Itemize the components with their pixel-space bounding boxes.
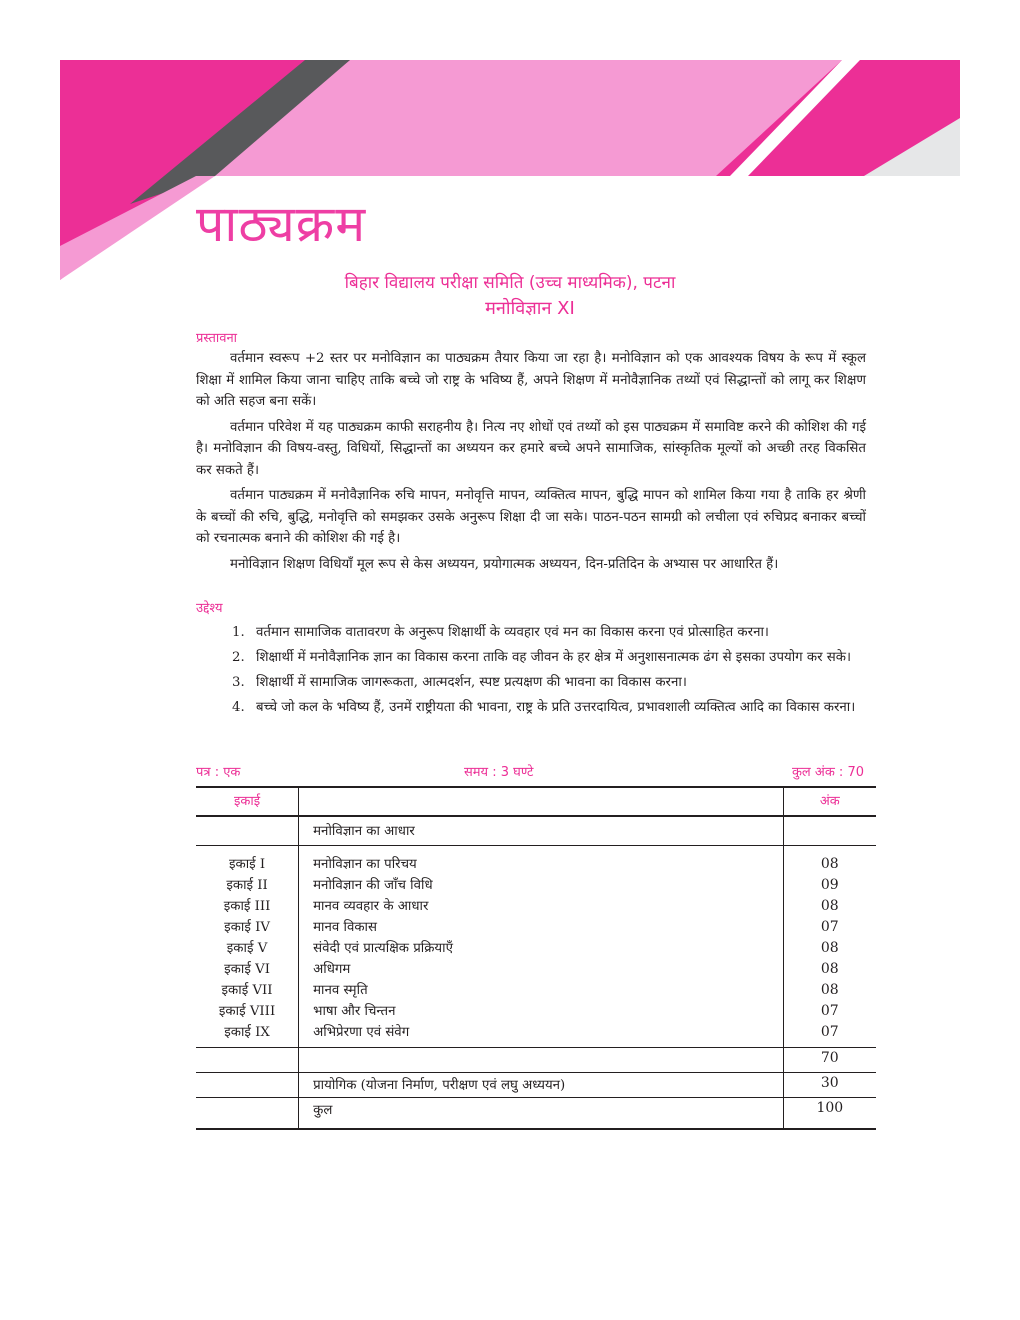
objective-number: 1. — [232, 625, 245, 640]
unit-cell: इकाई I — [196, 846, 299, 876]
objective-item — [232, 697, 868, 718]
marks-cell: 07 — [820, 919, 839, 935]
unit-cell: इकाई VII — [196, 980, 299, 1001]
decorative-banner — [0, 0, 1020, 290]
introduction-heading: प्रस्तावना — [196, 331, 238, 346]
subject-title: मनोविज्ञान XI — [485, 298, 575, 319]
time-label: समय : 3 घण्टे — [464, 765, 534, 780]
intro-paragraph: वर्तमान परिवेश में यह पाठ्यक्रम काफी सराहनीय है। नित्य नए शोधों एवं तथ्यों को इस पाठ्यक्रम में समाविष्ट करने की कोशिश की गई है। मनोविज्ञान की विषय-वस्तु, विधियों, सिद्धान्तों का अध्ययन कर हमारे बच्चे अपने सामाजिक, सांस्कृतिक मूल्यों को अच्छी तरह विकसित कर सकते हैं। — [196, 419, 866, 478]
unit-cell: इकाई IV — [196, 917, 299, 938]
introduction-body — [196, 348, 866, 579]
syllabus-table — [196, 786, 876, 1130]
objectives-list — [232, 622, 868, 722]
topic-cell: अधिगम — [299, 959, 784, 980]
group-title-row — [196, 816, 876, 846]
marks-cell: 09 — [820, 877, 839, 893]
topic-cell: मनोविज्ञान की जाँच विधि — [299, 875, 784, 896]
unit-cell: इकाई V — [196, 938, 299, 959]
total-marks-label: कुल अंक : 70 — [791, 765, 864, 780]
unit-cell: इकाई III — [196, 896, 299, 917]
objective-text: शिक्षार्थी में सामाजिक जागरूकता, आत्मदर्शन, स्पष्ट प्रत्यक्षण की भावना का विकास करना। — [256, 675, 687, 690]
theory-subtotal-cell: 70 — [783, 1048, 876, 1073]
marks-cell: 07 — [820, 1024, 839, 1040]
topic-cell: भाषा और चिन्तन — [299, 1001, 784, 1022]
unit-column-header: इकाई — [196, 787, 299, 816]
unit-cell: इकाई VIII — [196, 1001, 299, 1022]
marks-cell: 08 — [820, 856, 839, 872]
group-title: मनोविज्ञान का आधार — [299, 816, 784, 846]
exam-meta-row — [196, 762, 864, 782]
objectives-heading: उद्देश्य — [196, 601, 223, 616]
objective-item — [232, 672, 868, 693]
table-row — [196, 846, 876, 876]
objective-number: 2. — [232, 650, 245, 665]
objective-item — [232, 622, 868, 643]
table-row — [196, 896, 876, 917]
topic-cell: मनोविज्ञान का परिचय — [299, 846, 784, 876]
marks-cell: 08 — [820, 961, 839, 977]
topic-cell: मानव विकास — [299, 917, 784, 938]
objective-text: बच्चे जो कल के भविष्य हैं, उनमें राष्ट्रीयता की भावना, राष्ट्र के प्रति उत्तरदायित्व, प्रभावशाली व्यक्तित्व आदि का विकास करना। — [256, 700, 856, 715]
topic-cell: मानव स्मृति — [299, 980, 784, 1001]
objective-text: शिक्षार्थी में मनोवैज्ञानिक ज्ञान का विकास करना ताकि वह जीवन के हर क्षेत्र में अनुशासनात्मक ढंग से इसका उपयोग कर सके। — [256, 650, 852, 665]
board-name: बिहार विद्यालय परीक्षा समिति (उच्च माध्यमिक), पटना — [344, 273, 676, 293]
table-row — [196, 875, 876, 896]
table-row — [196, 980, 876, 1001]
marks-column-header: अंक — [783, 787, 876, 816]
marks-cell: 07 — [820, 1003, 839, 1019]
unit-cell: इकाई IX — [196, 1022, 299, 1048]
practical-label: प्रायोगिक (योजना निर्माण, परीक्षण एवं लघु अध्ययन) — [299, 1073, 784, 1098]
topic-cell: मानव व्यवहार के आधार — [299, 896, 784, 917]
practical-row — [196, 1073, 876, 1098]
total-row — [196, 1098, 876, 1130]
table-row — [196, 917, 876, 938]
objective-item — [232, 647, 868, 668]
total-label: कुल — [299, 1098, 784, 1130]
topic-cell: संवेदी एवं प्रात्यक्षिक प्रक्रियाएँ — [299, 938, 784, 959]
table-header-row — [196, 787, 876, 816]
table-row — [196, 1001, 876, 1022]
practical-marks: 30 — [783, 1073, 876, 1098]
table-row — [196, 938, 876, 959]
intro-paragraph: वर्तमान पाठ्यक्रम में मनोवैज्ञानिक रुचि मापन, मनोवृत्ति मापन, व्यक्तित्व मापन, बुद्धि मापन को शामिल किया गया है ताकि हर श्रेणी के बच्चों की रुचि, बुद्धि, मनोवृत्ति को समझकर उसके अनुरूप शिक्षा दी जा सके। पाठन-पठन सामग्री को लचीला एवं रुचिप्रद बनाकर बच्चों को रचनात्मक बनाने की कोशिश की गई है। — [196, 488, 866, 546]
unit-cell: इकाई II — [196, 875, 299, 896]
unit-cell: इकाई VI — [196, 959, 299, 980]
topic-cell: अभिप्रेरणा एवं संवेग — [299, 1022, 784, 1048]
intro-paragraph: मनोविज्ञान शिक्षण विधियाँ मूल रूप से केस अध्ययन, प्रयोगात्मक अध्ययन, दिन-प्रतिदिन के अभ्यास पर आधारित हैं। — [230, 556, 779, 572]
marks-cell: 08 — [820, 982, 839, 998]
topic-column-header — [299, 787, 784, 816]
marks-cell: 08 — [820, 940, 839, 956]
table-row — [196, 959, 876, 980]
marks-cell: 08 — [820, 898, 839, 914]
paper-label: पत्र : एक — [196, 765, 241, 780]
intro-paragraph: वर्तमान स्वरूप +2 स्तर पर मनोविज्ञान का पाठ्यक्रम तैयार किया जा रहा है। मनोविज्ञान को एक आवश्यक विषय के रूप में स्कूल शिक्षा में शामिल किया जाना चाहिए ताकि बच्चे जो राष्ट्र के भविष्य हैं, अपने शिक्षण में मनोवैज्ञानिक तथ्यों एवं सिद्धान्तों को लागू कर शिक्षण को अति सहज बना सकें। — [196, 351, 866, 409]
total-marks: 100 — [783, 1098, 876, 1130]
objective-number: 3. — [232, 675, 245, 690]
objective-text: वर्तमान सामाजिक वातावरण के अनुरूप शिक्षार्थी के व्यवहार एवं मन का विकास करना एवं प्रोत्साहित करना। — [256, 625, 769, 640]
page-title: पाठ्यक्रम — [196, 195, 367, 253]
theory-subtotal-row — [196, 1048, 876, 1073]
objective-number: 4. — [232, 700, 245, 715]
table-row — [196, 1022, 876, 1048]
